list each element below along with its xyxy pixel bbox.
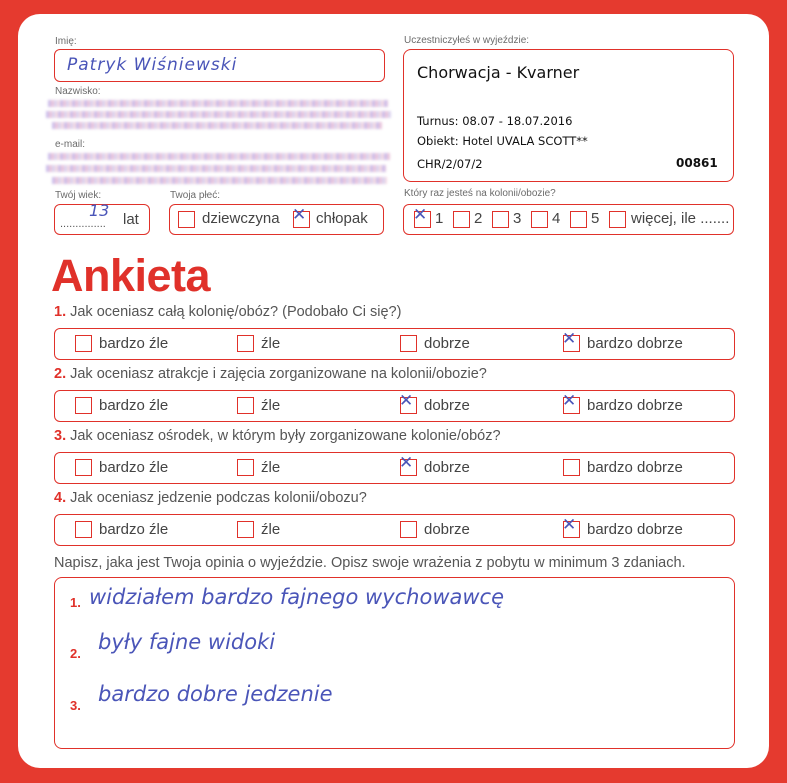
which-time-4-label: 4 <box>552 210 561 227</box>
page-title: Ankieta <box>51 250 211 301</box>
question-3-option-4-label: bardzo dobrze <box>587 459 683 476</box>
opinion-number-3: 3. <box>70 698 81 713</box>
gender-field <box>169 204 384 235</box>
question-2-options <box>54 390 735 422</box>
which-time-4-checkbox[interactable] <box>531 211 548 228</box>
question-1-option-4-checkbox[interactable] <box>562 329 580 352</box>
question-2-option-4-checkbox[interactable] <box>562 391 580 414</box>
question-4-option-2-checkbox[interactable] <box>237 521 254 538</box>
which-time-3-checkbox[interactable] <box>492 211 509 228</box>
trip-number: 00861 <box>676 156 718 170</box>
trip-hotel: Obiekt: Hotel UVALA SCOTT** <box>417 134 588 148</box>
question-2-number: 2. <box>54 366 67 382</box>
label-last-name: Nazwisko: <box>55 86 101 97</box>
trip-name: Chorwacja - Kvarner <box>417 63 580 82</box>
question-1-number: 1. <box>54 304 67 320</box>
question-4-option-1-label: bardzo źle <box>99 521 169 538</box>
question-1-label <box>54 304 401 320</box>
question-4-label <box>54 490 367 506</box>
question-4-option-2-label: źle <box>261 521 281 538</box>
question-3-option-2-label: źle <box>261 459 281 476</box>
question-1-options <box>54 328 735 360</box>
gender-boy-label: chłopak <box>316 210 368 227</box>
label-which-time: Który raz jesteś na kolonii/obozie? <box>404 188 556 199</box>
question-2-option-2-checkbox[interactable] <box>237 397 254 414</box>
opinion-box[interactable] <box>54 577 735 749</box>
gender-girl-checkbox[interactable] <box>178 211 195 228</box>
opinion-prompt: Napisz, jaka jest Twoja opinia o wyjeździe. Opisz swoje wrażenia z pobytu w minimum 3 zdaniach. <box>54 555 686 571</box>
question-3-option-3-checkbox[interactable] <box>399 453 417 476</box>
opinion-number-1: 1. <box>70 595 81 610</box>
question-3-option-2-checkbox[interactable] <box>237 459 254 476</box>
which-time-3-label: 3 <box>513 210 522 227</box>
opinion-line-1: widziałem bardzo fajnego wychowawcę <box>89 585 505 609</box>
question-3-option-1-label: bardzo źle <box>99 459 169 476</box>
first-name-field[interactable] <box>54 49 385 82</box>
question-2-option-3-label: dobrze <box>424 397 470 414</box>
label-first-name: Imię: <box>55 36 77 47</box>
question-4-number: 4. <box>54 490 67 506</box>
question-1-option-3-checkbox[interactable] <box>400 335 417 352</box>
question-2-text: Jak oceniasz atrakcje i zajęcia zorganizowane na kolonii/obozie? <box>66 366 487 382</box>
question-1-option-1-label: bardzo źle <box>99 335 169 352</box>
label-trip: Uczestniczyłeś w wyjeździe: <box>404 35 530 46</box>
question-4-option-3-checkbox[interactable] <box>400 521 417 538</box>
which-time-more-checkbox[interactable] <box>609 211 626 228</box>
label-gender: Twoja płeć: <box>170 190 221 201</box>
question-3-option-3-label: dobrze <box>424 459 470 476</box>
opinion-line-2: były fajne widoki <box>98 630 276 654</box>
check-mark-icon: ✕ <box>399 453 414 473</box>
check-mark-icon: ✕ <box>562 391 577 411</box>
opinion-line-3: bardzo dobre jedzenie <box>98 682 333 706</box>
age-dots: ............... <box>60 218 106 230</box>
question-4-option-4-checkbox[interactable] <box>562 515 580 538</box>
question-3-number: 3. <box>54 428 67 444</box>
which-time-2-checkbox[interactable] <box>453 211 470 228</box>
question-2-option-4-label: bardzo dobrze <box>587 397 683 414</box>
opinion-number-2: 2. <box>70 646 81 661</box>
age-value: 13 <box>89 201 110 220</box>
question-1-option-1-checkbox[interactable] <box>75 335 92 352</box>
question-2-option-2-label: źle <box>261 397 281 414</box>
question-2-label <box>54 366 487 382</box>
question-3-option-1-checkbox[interactable] <box>75 459 92 476</box>
question-3-label <box>54 428 501 444</box>
question-2-option-1-checkbox[interactable] <box>75 397 92 414</box>
question-1-option-3-label: dobrze <box>424 335 470 352</box>
label-age: Twój wiek: <box>55 190 102 201</box>
which-time-1-checkbox[interactable]: ✕ <box>414 211 431 228</box>
question-1-option-4-label: bardzo dobrze <box>587 335 683 352</box>
gender-girl-label: dziewczyna <box>202 210 280 227</box>
survey-card <box>18 14 769 768</box>
check-mark-icon: ✕ <box>562 329 577 349</box>
question-3-options <box>54 452 735 484</box>
question-3-option-4-checkbox[interactable] <box>563 459 580 476</box>
question-4-option-3-label: dobrze <box>424 521 470 538</box>
question-1-text: Jak oceniasz całą kolonię/obóz? (Podobało Ci się?) <box>66 304 402 320</box>
question-1-option-2-checkbox[interactable] <box>237 335 254 352</box>
which-time-5-label: 5 <box>591 210 600 227</box>
first-name-value: Patryk Wiśniewski <box>67 55 238 75</box>
label-email: e-mail: <box>55 139 86 150</box>
gender-boy-checkbox[interactable]: ✕ <box>293 211 310 228</box>
question-1-option-2-label: źle <box>261 335 281 352</box>
question-4-option-4-label: bardzo dobrze <box>587 521 683 538</box>
which-time-2-label: 2 <box>474 210 483 227</box>
question-3-text: Jak oceniasz ośrodek, w którym były zorganizowane kolonie/obóz? <box>66 428 501 444</box>
which-time-field <box>403 204 734 235</box>
question-4-text: Jak oceniasz jedzenie podczas kolonii/obozu? <box>66 490 367 506</box>
which-time-5-checkbox[interactable] <box>570 211 587 228</box>
which-time-1-label: 1 <box>435 210 444 227</box>
question-2-option-3-checkbox[interactable] <box>399 391 417 414</box>
trip-code: CHR/2/07/2 <box>417 157 483 171</box>
age-field[interactable] <box>54 201 150 235</box>
trip-info-box <box>403 49 734 182</box>
which-time-more-label: więcej, ile ....... <box>631 210 730 227</box>
age-unit: lat <box>123 211 139 228</box>
question-2-option-1-label: bardzo źle <box>99 397 169 414</box>
trip-turnus: Turnus: 08.07 - 18.07.2016 <box>417 114 573 128</box>
question-4-option-1-checkbox[interactable] <box>75 521 92 538</box>
question-4-options <box>54 514 735 546</box>
check-mark-icon: ✕ <box>562 515 577 535</box>
check-mark-icon: ✕ <box>399 391 414 411</box>
